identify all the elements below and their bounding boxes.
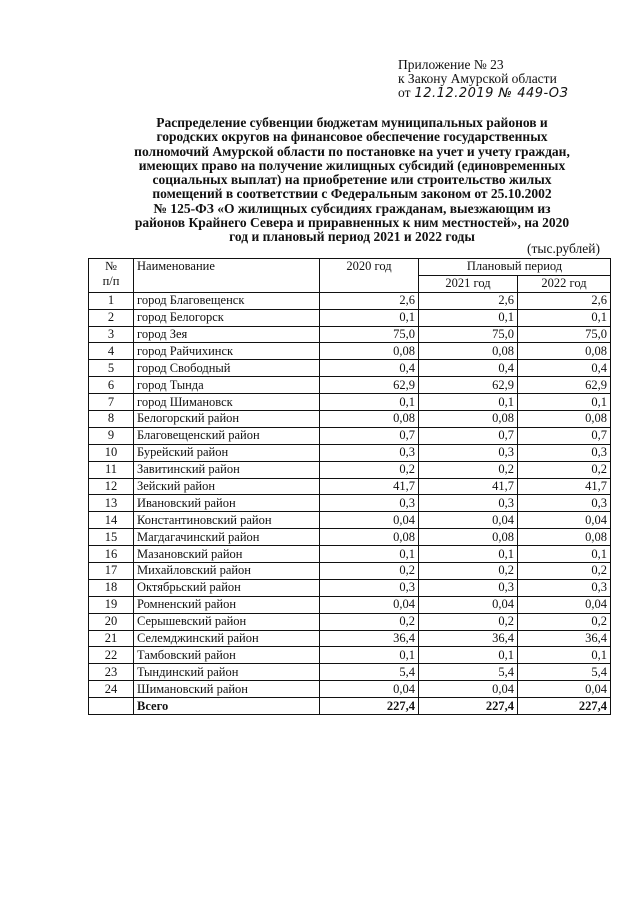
table-header-row xyxy=(89,259,611,276)
value-2020: 0,1 xyxy=(320,309,419,326)
table-row xyxy=(89,613,611,630)
value-2020: 0,2 xyxy=(320,613,419,630)
row-number: 21 xyxy=(89,630,134,647)
header-2022: 2022 год xyxy=(518,275,611,292)
value-2021: 5,4 xyxy=(419,664,518,681)
municipality-name: Селемджинский район xyxy=(134,630,320,647)
value-2021: 0,3 xyxy=(419,579,518,596)
row-number: 10 xyxy=(89,444,134,461)
table-row xyxy=(89,478,611,495)
header-2021: 2021 год xyxy=(419,275,518,292)
municipality-name: Михайловский район xyxy=(134,563,320,580)
value-2022: 0,1 xyxy=(518,394,611,411)
table-row xyxy=(89,596,611,613)
row-number: 6 xyxy=(89,377,134,394)
row-number: 2 xyxy=(89,309,134,326)
row-number: 3 xyxy=(89,326,134,343)
value-2021: 0,2 xyxy=(419,563,518,580)
value-2022: 0,2 xyxy=(518,563,611,580)
table-row xyxy=(89,529,611,546)
row-number: 23 xyxy=(89,664,134,681)
table-row xyxy=(89,681,611,698)
value-2020: 0,7 xyxy=(320,427,419,444)
handwritten-date-number: 12.12.2019 № 449-ОЗ xyxy=(414,86,569,101)
total-row-number xyxy=(89,698,134,715)
municipality-name: Тамбовский район xyxy=(134,647,320,664)
value-2022: 0,7 xyxy=(518,427,611,444)
municipality-name: Серышевский район xyxy=(134,613,320,630)
value-2022: 5,4 xyxy=(518,664,611,681)
table-row xyxy=(89,343,611,360)
municipality-name: Константиновский район xyxy=(134,512,320,529)
value-2020: 0,08 xyxy=(320,411,419,428)
table-row xyxy=(89,444,611,461)
row-number: 7 xyxy=(89,394,134,411)
value-2022: 36,4 xyxy=(518,630,611,647)
total-row xyxy=(89,698,611,715)
municipality-name: город Райчихинск xyxy=(134,343,320,360)
appendix-date-line xyxy=(398,86,568,101)
value-2022: 75,0 xyxy=(518,326,611,343)
value-2021: 0,1 xyxy=(419,546,518,563)
header-2020: 2020 год xyxy=(320,259,419,293)
title-line: городских округов на финансовое обеспечение государственных xyxy=(156,129,548,145)
total-2020: 227,4 xyxy=(320,698,419,715)
municipality-name: Ромненский район xyxy=(134,596,320,613)
municipality-name: город Тында xyxy=(134,377,320,394)
units-label: (тыс.рублей) xyxy=(527,241,600,256)
value-2021: 0,08 xyxy=(419,411,518,428)
value-2022: 0,3 xyxy=(518,579,611,596)
table-row xyxy=(89,512,611,529)
value-2022: 0,08 xyxy=(518,529,611,546)
value-2021: 2,6 xyxy=(419,292,518,309)
header-planned-period: Плановый период xyxy=(419,259,611,276)
municipality-name: город Благовещенск xyxy=(134,292,320,309)
value-2020: 0,1 xyxy=(320,546,419,563)
table-row xyxy=(89,461,611,478)
header-name: Наименование xyxy=(134,259,320,293)
value-2022: 0,2 xyxy=(518,613,611,630)
value-2020: 0,2 xyxy=(320,461,419,478)
row-number: 5 xyxy=(89,360,134,377)
row-number: 22 xyxy=(89,647,134,664)
table-row xyxy=(89,630,611,647)
total-2021: 227,4 xyxy=(419,698,518,715)
row-number: 16 xyxy=(89,546,134,563)
title-line: год и плановый период 2021 и 2022 годы xyxy=(229,229,475,245)
row-number: 18 xyxy=(89,579,134,596)
municipality-name: Мазановский район xyxy=(134,546,320,563)
municipality-name: Белогорский район xyxy=(134,411,320,428)
municipality-name: Бурейский район xyxy=(134,444,320,461)
row-number: 15 xyxy=(89,529,134,546)
header-num-symbol: № xyxy=(105,259,117,273)
value-2022: 62,9 xyxy=(518,377,611,394)
value-2021: 0,04 xyxy=(419,512,518,529)
title-line: № 125-ФЗ «О жилищных субсидиях гражданам, выезжающим из xyxy=(153,200,551,216)
value-2020: 0,4 xyxy=(320,360,419,377)
value-2021: 0,04 xyxy=(419,596,518,613)
table-row xyxy=(89,546,611,563)
value-2022: 0,1 xyxy=(518,647,611,664)
table-row xyxy=(89,495,611,512)
municipality-name: город Свободный xyxy=(134,360,320,377)
value-2020: 0,08 xyxy=(320,529,419,546)
appendix-number: Приложение № 23 xyxy=(398,57,504,72)
value-2022: 0,04 xyxy=(518,512,611,529)
table-row xyxy=(89,394,611,411)
value-2020: 0,3 xyxy=(320,444,419,461)
table-row xyxy=(89,360,611,377)
municipality-name: Завитинский район xyxy=(134,461,320,478)
table-row xyxy=(89,563,611,580)
value-2021: 36,4 xyxy=(419,630,518,647)
appendix-date-prefix: от xyxy=(398,85,411,100)
table-row xyxy=(89,326,611,343)
value-2022: 0,04 xyxy=(518,681,611,698)
value-2022: 0,08 xyxy=(518,343,611,360)
value-2020: 62,9 xyxy=(320,377,419,394)
value-2021: 41,7 xyxy=(419,478,518,495)
value-2022: 0,04 xyxy=(518,596,611,613)
appendix-law-ref: к Закону Амурской области xyxy=(398,71,557,86)
total-label: Всего xyxy=(134,698,320,715)
title-line: социальных выплат) на приобретение или строительство жилых xyxy=(152,172,552,188)
row-number: 24 xyxy=(89,681,134,698)
subvention-table xyxy=(88,258,611,715)
value-2020: 0,1 xyxy=(320,647,419,664)
title-line: помещений в соответствии с Федеральным законом от 25.10.2002 xyxy=(152,186,552,202)
value-2020: 41,7 xyxy=(320,478,419,495)
value-2020: 0,08 xyxy=(320,343,419,360)
title-line: Распределение субвенции бюджетам муниципальных районов и xyxy=(156,115,548,130)
table-row xyxy=(89,292,611,309)
municipality-name: Благовещенский район xyxy=(134,427,320,444)
value-2021: 0,08 xyxy=(419,529,518,546)
value-2020: 0,04 xyxy=(320,681,419,698)
municipality-name: Ивановский район xyxy=(134,495,320,512)
header-num xyxy=(89,259,134,293)
row-number: 8 xyxy=(89,411,134,428)
title-line: имеющих право на получение жилищных субсидий (единовременных xyxy=(138,157,566,173)
row-number: 12 xyxy=(89,478,134,495)
municipality-name: Магдагачинский район xyxy=(134,529,320,546)
value-2022: 0,3 xyxy=(518,444,611,461)
row-number: 14 xyxy=(89,512,134,529)
row-number: 1 xyxy=(89,292,134,309)
value-2020: 2,6 xyxy=(320,292,419,309)
table-row xyxy=(89,377,611,394)
row-number: 4 xyxy=(89,343,134,360)
value-2021: 0,1 xyxy=(419,647,518,664)
municipality-name: город Белогорск xyxy=(134,309,320,326)
table-row xyxy=(89,664,611,681)
table-row xyxy=(89,411,611,428)
value-2020: 0,2 xyxy=(320,563,419,580)
value-2021: 0,3 xyxy=(419,495,518,512)
document-title xyxy=(108,116,596,245)
value-2022: 0,4 xyxy=(518,360,611,377)
row-number: 20 xyxy=(89,613,134,630)
value-2021: 75,0 xyxy=(419,326,518,343)
table-row xyxy=(89,309,611,326)
municipality-name: город Зея xyxy=(134,326,320,343)
municipality-name: Тындинский район xyxy=(134,664,320,681)
value-2022: 0,2 xyxy=(518,461,611,478)
table-row xyxy=(89,579,611,596)
value-2020: 0,3 xyxy=(320,495,419,512)
value-2021: 0,4 xyxy=(419,360,518,377)
value-2020: 36,4 xyxy=(320,630,419,647)
value-2021: 0,1 xyxy=(419,394,518,411)
appendix-header xyxy=(398,58,568,101)
value-2022: 0,3 xyxy=(518,495,611,512)
title-line: полномочий Амурской области по постановке на учет и учету граждан, xyxy=(134,143,570,159)
table-body xyxy=(89,292,611,714)
municipality-name: Зейский район xyxy=(134,478,320,495)
value-2021: 0,1 xyxy=(419,309,518,326)
value-2022: 0,08 xyxy=(518,411,611,428)
table-row xyxy=(89,647,611,664)
value-2020: 75,0 xyxy=(320,326,419,343)
municipality-name: Октябрьский район xyxy=(134,579,320,596)
value-2022: 41,7 xyxy=(518,478,611,495)
row-number: 19 xyxy=(89,596,134,613)
value-2021: 0,7 xyxy=(419,427,518,444)
value-2021: 0,2 xyxy=(419,461,518,478)
value-2021: 0,2 xyxy=(419,613,518,630)
value-2020: 0,04 xyxy=(320,596,419,613)
value-2022: 2,6 xyxy=(518,292,611,309)
header-num-abbr: п/п xyxy=(102,274,120,288)
value-2020: 0,1 xyxy=(320,394,419,411)
row-number: 9 xyxy=(89,427,134,444)
row-number: 11 xyxy=(89,461,134,478)
value-2020: 0,04 xyxy=(320,512,419,529)
row-number: 13 xyxy=(89,495,134,512)
value-2020: 5,4 xyxy=(320,664,419,681)
municipality-name: город Шимановск xyxy=(134,394,320,411)
value-2020: 0,3 xyxy=(320,579,419,596)
title-line: районов Крайнего Севера и приравненных к ним местностей», на 2020 xyxy=(134,215,570,231)
value-2021: 0,3 xyxy=(419,444,518,461)
total-2022: 227,4 xyxy=(518,698,611,715)
value-2021: 62,9 xyxy=(419,377,518,394)
value-2022: 0,1 xyxy=(518,309,611,326)
value-2022: 0,1 xyxy=(518,546,611,563)
table-row xyxy=(89,427,611,444)
municipality-name: Шимановский район xyxy=(134,681,320,698)
value-2021: 0,08 xyxy=(419,343,518,360)
value-2021: 0,04 xyxy=(419,681,518,698)
row-number: 17 xyxy=(89,563,134,580)
